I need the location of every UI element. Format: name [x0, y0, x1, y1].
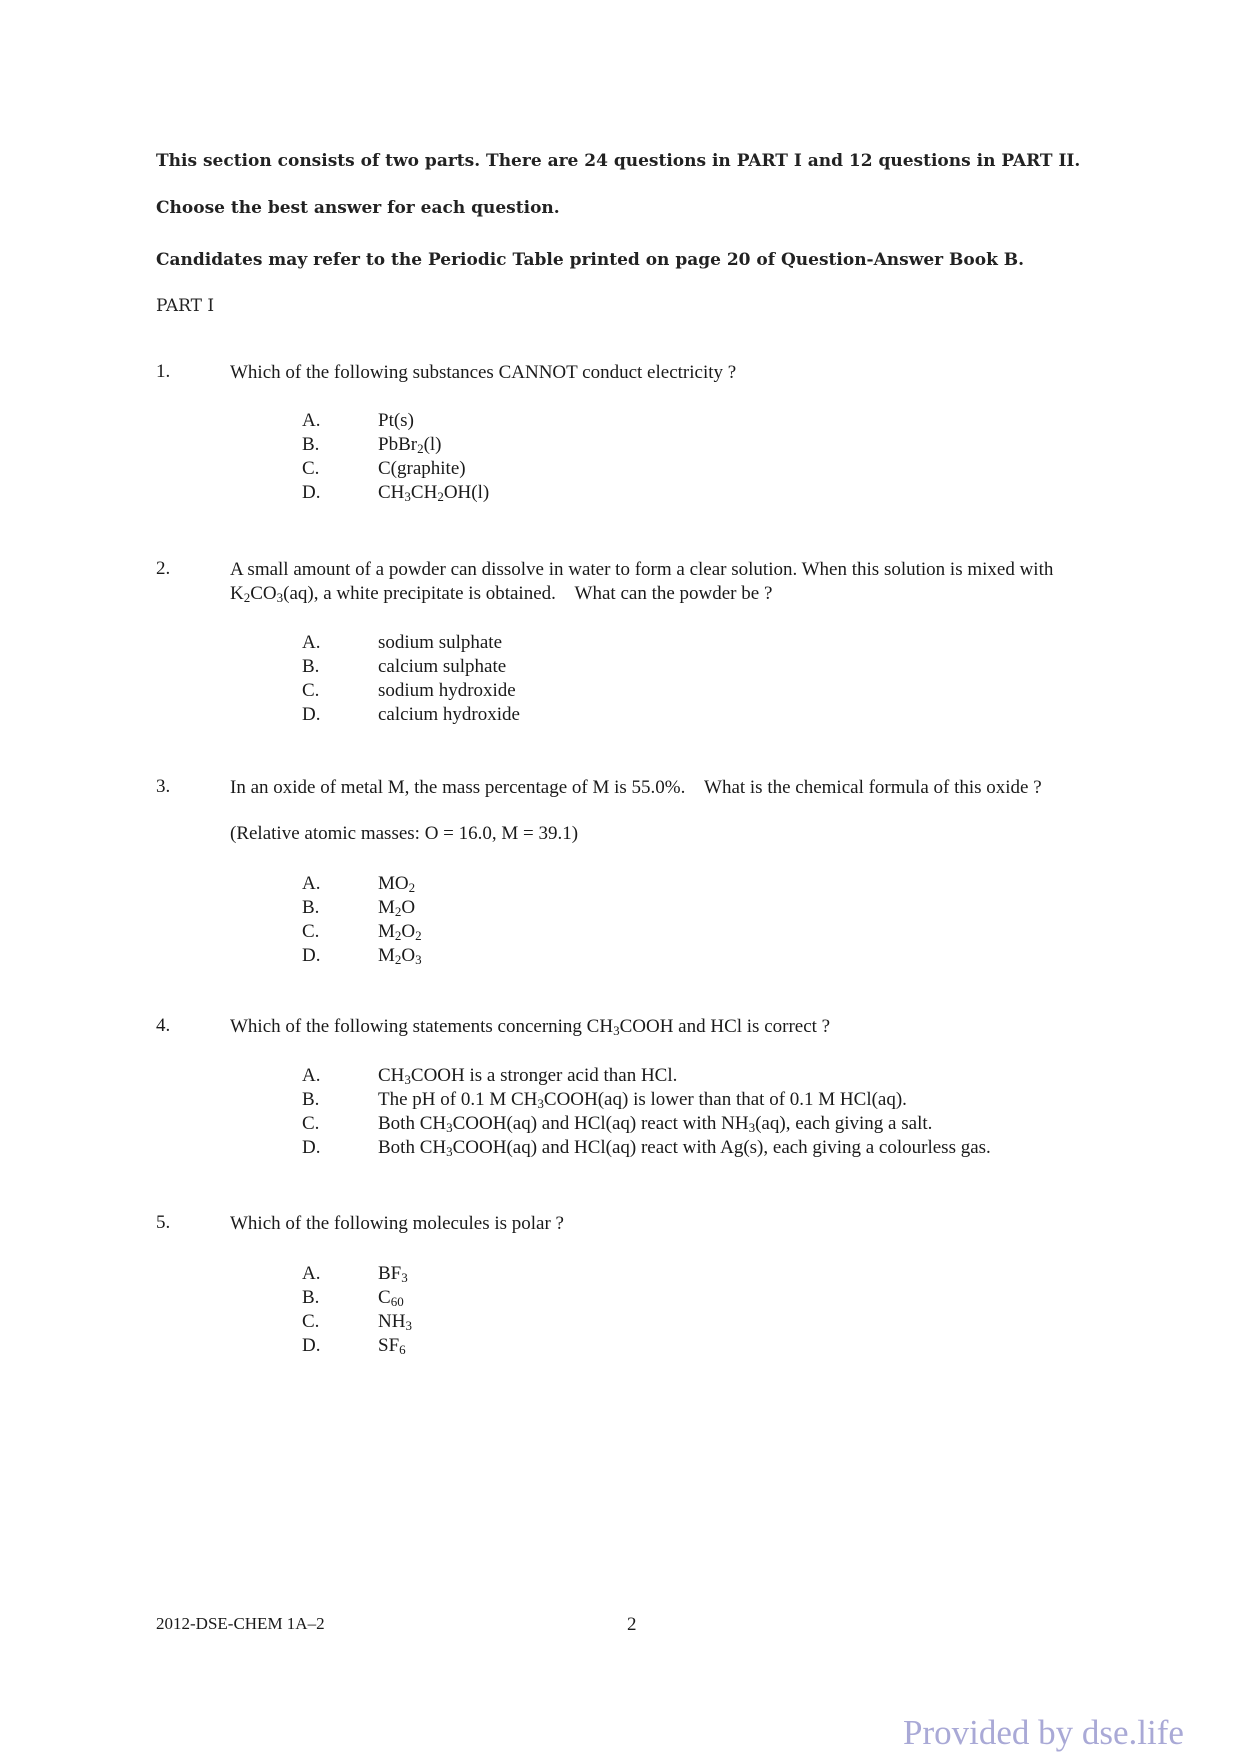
- question-text: A small amount of a powder can dissolve in water to form a clear solution. When this solution is mixed with $K_2CO_3(aq)$, a white precipitate is obtained. What can the powder be ?: [230, 559, 1054, 605]
- option-text: $SF_6$: [378, 1335, 406, 1357]
- option-letter: C.: [302, 1311, 320, 1332]
- option-letter: B.: [302, 897, 320, 918]
- question-note: (Relative atomic masses: O = 16.0, M = 39.1): [230, 823, 579, 844]
- option-letter: B.: [302, 1287, 320, 1308]
- question-number: 3.: [156, 776, 171, 797]
- option-text: $MO_2$: [378, 873, 416, 895]
- question-number: 4.: [156, 1015, 171, 1036]
- option-text: Both $CH_3COOH(aq)$ and HCl(aq) react with Ag(s), each giving a colourless gas.: [378, 1137, 991, 1159]
- option-text: PbBr$_2$(l): [378, 434, 442, 456]
- option-text: $CH_3COOH$ is a stronger acid than HCl.: [378, 1065, 678, 1087]
- option-text: C(graphite): [378, 458, 466, 479]
- option-text: $M_2O$: [378, 897, 416, 919]
- question-text: In an oxide of metal M, the mass percentage of M is 55.0%. What is the chemical formula of this oxide ?: [230, 777, 1042, 798]
- option-text: calcium hydroxide: [378, 704, 520, 725]
- option-text: $NH_3$: [378, 1311, 412, 1333]
- question-number: 5.: [156, 1212, 171, 1233]
- option-letter: B.: [302, 434, 320, 455]
- question-text: Which of the following substances CANNOT conduct electricity ?: [230, 362, 737, 383]
- option-letter: D.: [302, 482, 321, 503]
- option-letter: A.: [302, 873, 321, 894]
- question-number: 1.: [156, 361, 171, 382]
- option-letter: D.: [302, 945, 321, 966]
- option-letter: C.: [302, 458, 320, 479]
- footer-paper-code: 2012-DSE-CHEM 1A–2: [156, 1614, 325, 1633]
- footer-page-number: 2: [627, 1614, 637, 1635]
- option-text: $BF_3$: [378, 1263, 408, 1285]
- option-text: Both $CH_3COOH(aq)$ and HCl(aq) react with $NH_3(aq)$, each giving a salt.: [378, 1113, 933, 1135]
- option-letter: D.: [302, 1335, 321, 1356]
- option-letter: D.: [302, 704, 321, 725]
- option-letter: B.: [302, 656, 320, 677]
- intro-line-parts: This section consists of two parts. There are 24 questions in PART I and 12 questions in PART II.: [156, 151, 1081, 171]
- option-letter: A.: [302, 1065, 321, 1086]
- option-letter: C.: [302, 680, 320, 701]
- option-letter: A.: [302, 410, 321, 431]
- option-text: sodium sulphate: [378, 632, 503, 653]
- option-letter: C.: [302, 1113, 320, 1134]
- watermark-text: Provided by dse.life: [903, 1713, 1184, 1752]
- option-text: $CH_3CH_2OH(l)$: [378, 482, 490, 504]
- option-letter: A.: [302, 1263, 321, 1284]
- option-letter: D.: [302, 1137, 321, 1158]
- option-text: calcium sulphate: [378, 656, 507, 677]
- option-letter: C.: [302, 921, 320, 942]
- option-text: The pH of 0.1 M $CH_3COOH(aq)$ is lower than that of 0.1 M HCl(aq).: [378, 1089, 907, 1111]
- question-number: 2.: [156, 558, 171, 579]
- option-letter: A.: [302, 632, 321, 653]
- part-label: PART I: [156, 296, 215, 316]
- option-letter: B.: [302, 1089, 320, 1110]
- option-text: $C_{60}$: [378, 1287, 404, 1309]
- intro-line-periodic-table: Candidates may refer to the Periodic Table printed on page 20 of Question-Answer Book B.: [156, 250, 1025, 270]
- option-text: $M_2O_2$: [378, 921, 422, 943]
- option-text: Pt(s): [378, 410, 414, 431]
- option-text: $M_2O_3$: [378, 945, 422, 967]
- intro-line-choose: Choose the best answer for each question.: [156, 198, 560, 218]
- question-text: Which of the following molecules is polar ?: [230, 1213, 564, 1234]
- option-text: sodium hydroxide: [378, 680, 516, 701]
- question-text: Which of the following statements concerning $CH_3COOH$ and HCl is correct ?: [230, 1016, 831, 1038]
